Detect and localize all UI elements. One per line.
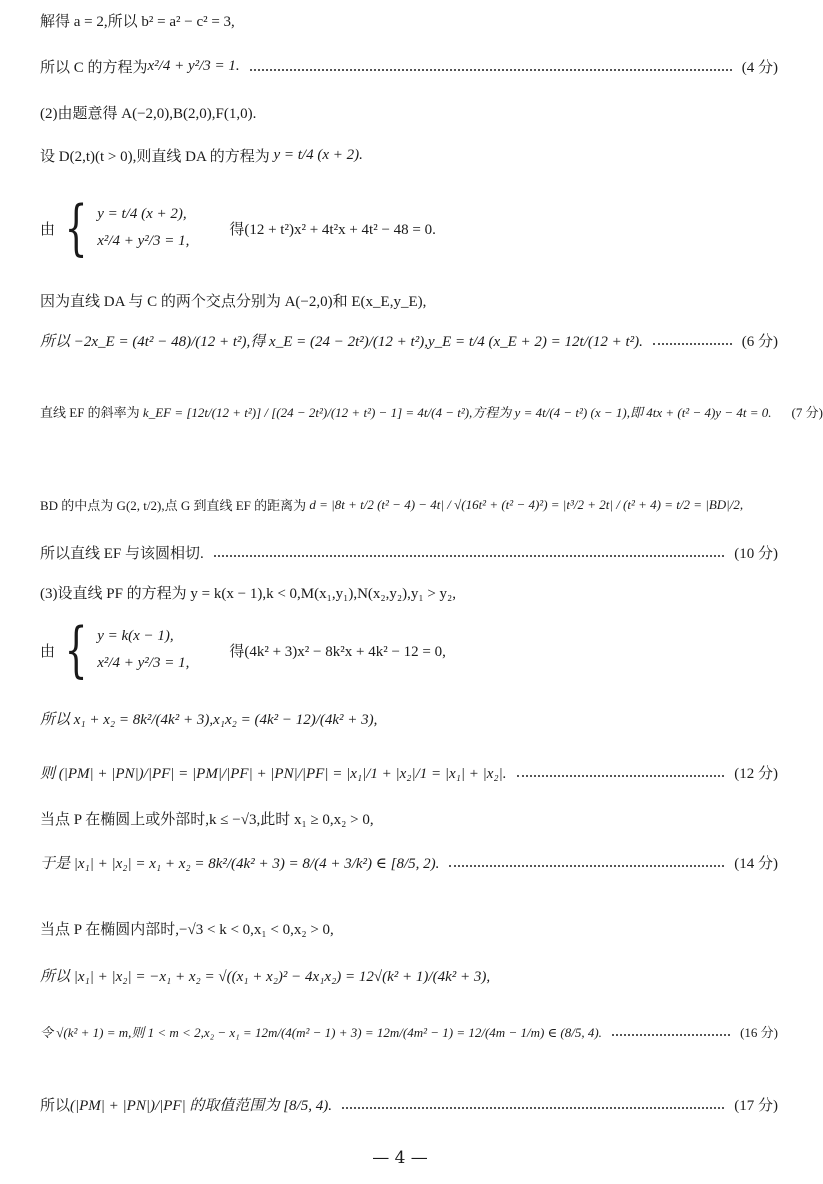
equation-system: { y = t/4 (x + 2), x²/4 + y²/3 = 1, — [64, 193, 190, 263]
line-system-pf: 由 { y = k(x − 1), x²/4 + y²/3 = 1, 得(4k² + 3)x² − 8k²x + 4k² − 12 = 0, — [40, 615, 446, 685]
line-case-inside: 当点 P 在椭圆内部时,−√3 < k < 0,x₁ < 0,x₂ > 0, — [40, 922, 334, 938]
dot-leader — [449, 865, 724, 867]
line-substitution: 令 √(k² + 1) = m,则 1 < m < 2,x₂ − x₁ = 12m/(4(m² − 1) + 3) = 12m/(4m² − 1) = 12/(4m − 1/m) ∈ (8/5, 4). (16 分) — [40, 1022, 778, 1041]
score-12: (12 分) — [734, 766, 778, 782]
score-7: (7 分) — [791, 405, 823, 420]
line-tangent: 所以直线 EF 与该圆相切. (10 分) — [40, 542, 778, 563]
dot-leader — [612, 1034, 730, 1036]
page-number: — 4 — — [372, 1148, 428, 1168]
line-part3: (3)设直线 PF 的方程为 y = k(x − 1),k < 0,M(x₁,y₁),N(x₂,y₂),y₁ > y₂, — [40, 586, 457, 602]
line-ratio: 则 (|PM| + |PN|)/|PF| = |PM|/|PF| + |PN|/|PF| = |x₁|/1 + |x₂|/1 = |x₁| + |x₂|. (12 分) — [40, 762, 778, 783]
line-ellipse-equation: 所以 C 的方程为 x²/4 + y²/3 = 1. (4 分) — [40, 58, 778, 76]
dot-leader — [653, 343, 732, 345]
dot-leader — [342, 1107, 724, 1109]
dot-leader — [517, 775, 725, 777]
score-10: (10 分) — [734, 546, 778, 562]
line-system-da: 由 { y = t/4 (x + 2), x²/4 + y²/3 = 1, 得(12 + t²)x² + 4t²x + 4t² − 48 = 0. — [40, 193, 436, 263]
dot-leader — [250, 69, 732, 71]
dot-leader — [214, 555, 724, 557]
score-6: (6 分) — [741, 334, 778, 350]
score-4: (4 分) — [741, 60, 778, 76]
score-17: (17 分) — [734, 1098, 778, 1114]
line-case-outside-range: 于是 |x₁| + |x₂| = x₁ + x₂ = 8k²/(4k² + 3) = 8/(4 + 3/k²) ∈ [8/5, 2). (14 分) — [40, 852, 778, 873]
line-distance: BD 的中点为 G(2, t/2),点 G 到直线 EF 的距离为 d = |8t + t/2 (t² − 4) − 4t| / √(16t² + (t² − 4)²) = |t³/2 + 2t| / (t² + 4) = t/2 = |BD|/2, — [40, 496, 744, 513]
score-14: (14 分) — [734, 856, 778, 872]
line-intersections: 因为直线 DA 与 C 的两个交点分别为 A(−2,0)和 E(x_E,y_E), — [40, 294, 427, 310]
line-line-da: 设 D(2,t)(t > 0),则直线 DA 的方程为 y = t/4 (x + 2). — [40, 147, 363, 165]
line-point-e: 所以 −2x_E = (4t² − 48)/(12 + t²),得 x_E = (24 − 2t²)/(12 + t²),y_E = t/4 (x_E + 2) = 12t/(12 + t²). (6 分) — [40, 330, 778, 351]
line-case-outside: 当点 P 在椭圆上或外部时,k ≤ −√3,此时 x₁ ≥ 0,x₂ > 0, — [40, 812, 374, 828]
line-part2-points: (2)由题意得 A(−2,0),B(2,0),F(1,0). — [40, 106, 257, 122]
score-16: (16 分) — [740, 1025, 778, 1040]
line-case-inside-sum: 所以 |x₁| + |x₂| = −x₁ + x₂ = √((x₁ + x₂)² − 4x₁x₂) = 12√(k² + 1)/(4k² + 3), — [40, 969, 491, 985]
line-vieta: 所以 x₁ + x₂ = 8k²/(4k² + 3),x₁x₂ = (4k² − 12)/(4k² + 3), — [40, 712, 378, 728]
equation-system: { y = k(x − 1), x²/4 + y²/3 = 1, — [64, 615, 190, 685]
line-final-range: 所以 (|PM| + |PN|)/|PF| 的取值范围为 [8/5, 4). (17 分) — [40, 1094, 778, 1115]
line-slope-ef: 直线 EF 的斜率为 k_EF = [12t/(12 + t²)] / [(24 − 2t²)/(12 + t²) − 1] = 4t/(4 − t²),方程为 y = 4t/(4 − t²) (x − 1),即 4tx + (t² − 4)y − 4t = 0. (7 分) — [40, 402, 778, 421]
line-solve-a: 解得 a = 2,所以 b² = a² − c² = 3, — [40, 14, 235, 30]
